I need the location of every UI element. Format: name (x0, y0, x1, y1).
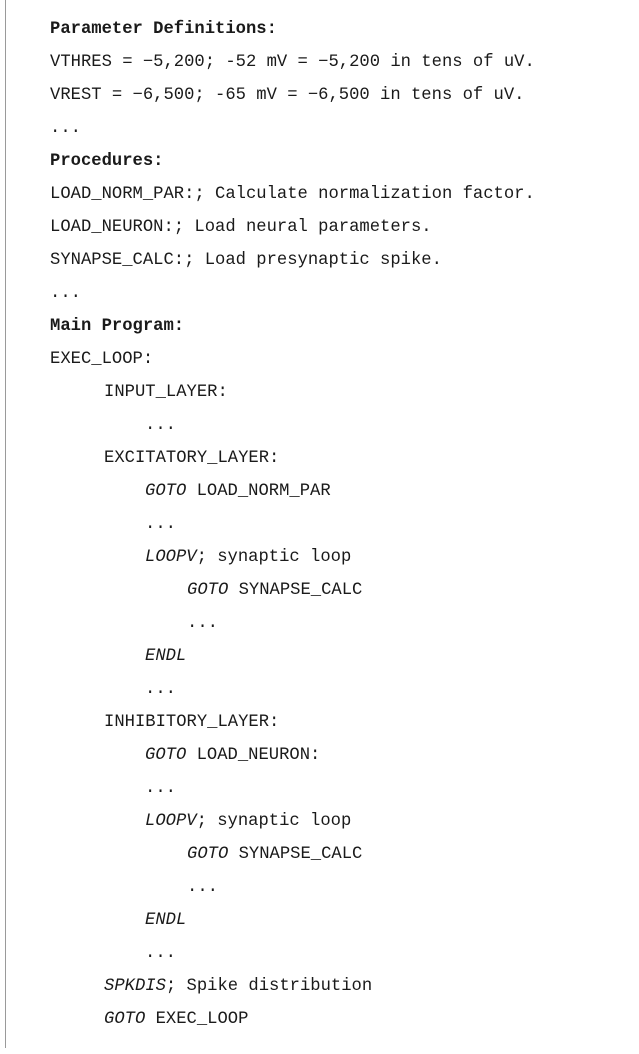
excitatory-ellipsis-2: ... (145, 680, 176, 699)
inhibitory-layer-label: INHIBITORY_LAYER: (104, 713, 280, 732)
inhibitory-inner-ellipsis: ... (187, 878, 218, 897)
inhibitory-inner-goto-line (187, 841, 362, 869)
goto-target: SYNAPSE_CALC (228, 845, 363, 864)
loopv-keyword: LOOPV (145, 548, 197, 567)
vthres-definition: VTHRES = −5,200; -52 mV = −5,200 in tens of uV. (50, 53, 535, 72)
excitatory-layer-label: EXCITATORY_LAYER: (104, 449, 280, 468)
goto-target: SYNAPSE_CALC (228, 581, 363, 600)
pseudocode-listing (0, 16, 639, 1029)
goto-target: LOAD_NEURON: (186, 746, 321, 765)
inhibitory-goto-line (145, 742, 320, 770)
excitatory-goto-line (145, 478, 331, 506)
goto-keyword: GOTO (187, 845, 229, 864)
spkdis-comment: ; Spike distribution (165, 977, 373, 996)
parameters-ellipsis: ... (50, 119, 81, 138)
main-program-heading: Main Program: (50, 317, 185, 336)
goto-target: EXEC_LOOP (145, 1010, 249, 1029)
procedures-heading: Procedures: (50, 152, 164, 171)
inhibitory-ellipsis-1: ... (145, 779, 176, 798)
load-norm-par-procedure: LOAD_NORM_PAR:; Calculate normalization factor. (50, 185, 535, 204)
spkdis-keyword: SPKDIS (104, 977, 166, 996)
exec-loop-label: EXEC_LOOP: (50, 350, 154, 369)
inhibitory-ellipsis-2: ... (145, 944, 176, 963)
excitatory-ellipsis-1: ... (145, 515, 176, 534)
loop-comment: ; synaptic loop (196, 548, 352, 567)
goto-keyword: GOTO (187, 581, 229, 600)
procedures-ellipsis: ... (50, 284, 81, 303)
goto-keyword: GOTO (104, 1010, 146, 1029)
goto-target: LOAD_NORM_PAR (186, 482, 331, 501)
excitatory-inner-ellipsis: ... (187, 614, 218, 633)
synapse-calc-procedure: SYNAPSE_CALC:; Load presynaptic spike. (50, 251, 442, 270)
final-goto-line (104, 1006, 248, 1034)
excitatory-loop-line (145, 544, 351, 572)
load-neuron-procedure: LOAD_NEURON:; Load neural parameters. (50, 218, 432, 237)
goto-keyword: GOTO (145, 482, 187, 501)
loopv-keyword: LOOPV (145, 812, 197, 831)
goto-keyword: GOTO (145, 746, 187, 765)
inhibitory-endl-keyword: ENDL (145, 911, 187, 930)
input-layer-ellipsis: ... (145, 416, 176, 435)
loop-comment: ; synaptic loop (196, 812, 352, 831)
input-layer-label: INPUT_LAYER: (104, 383, 228, 402)
vrest-definition: VREST = −6,500; -65 mV = −6,500 in tens of uV. (50, 86, 525, 105)
excitatory-endl-keyword: ENDL (145, 647, 187, 666)
inhibitory-loop-line (145, 808, 351, 836)
spkdis-line (104, 973, 372, 1001)
parameter-definitions-heading: Parameter Definitions: (50, 20, 277, 39)
excitatory-inner-goto-line (187, 577, 362, 605)
